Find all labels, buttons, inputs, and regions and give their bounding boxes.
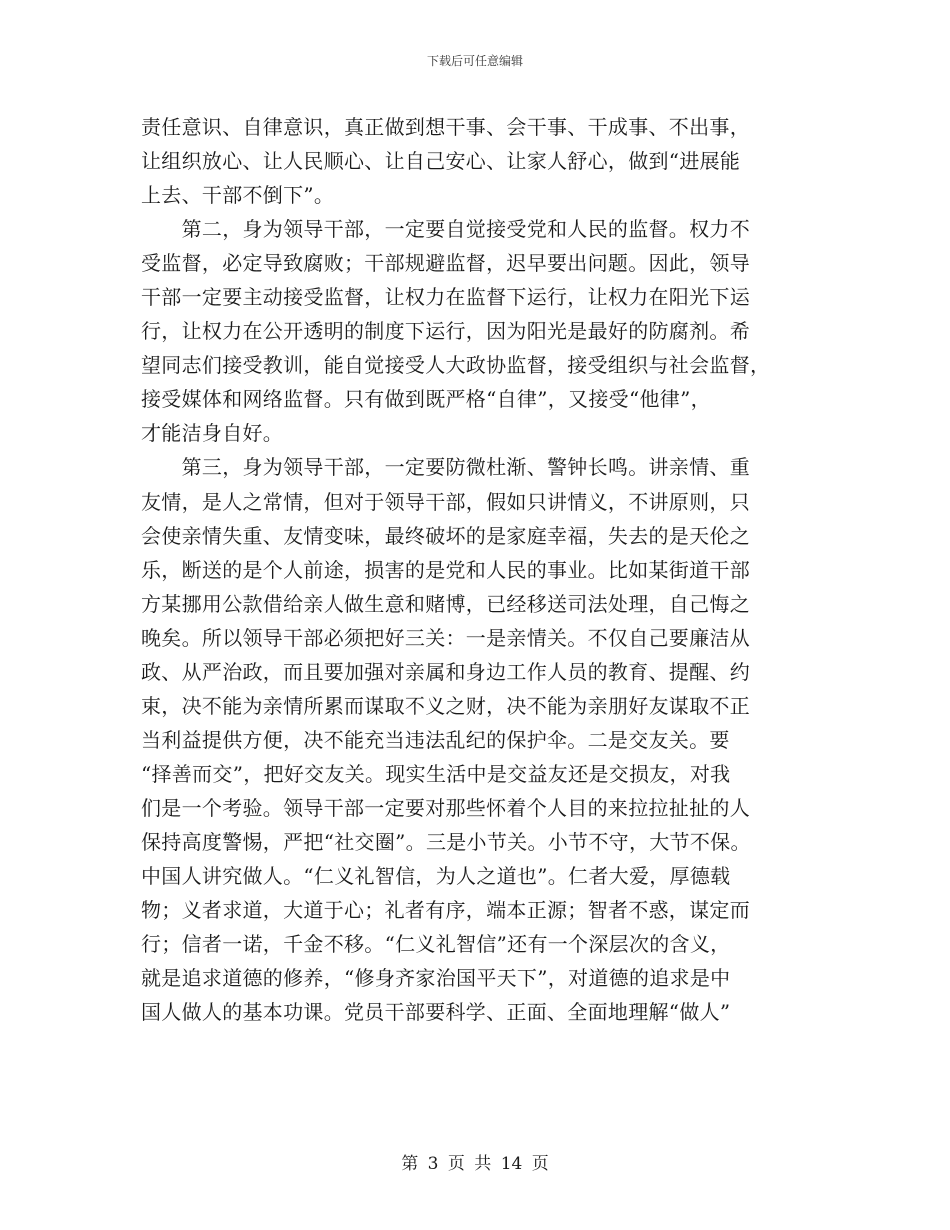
text-line: “择善而交”，把好交友关。现实生活中是交益友还是交损友，对我	[141, 761, 731, 786]
text-line: 让组织放心、让人民顺心、让自己安心、让家人舒心，做到“进展能	[141, 149, 741, 174]
text-line: 晚矣。所以领导干部必须把好三关：一是亲情关。不仅自己要廉洁从	[141, 625, 750, 650]
text-line: 才能洁身自好。	[141, 421, 284, 446]
text-line: 保持高度警惕，严把“社交圈”。三是小节关。小节不守，大节不保。	[141, 829, 751, 854]
text-line: 干部一定要主动接受监督，让权力在监督下运行，让权力在阳光下运	[141, 285, 750, 310]
text-line: 上去、干部不倒下”。	[141, 183, 335, 208]
text-line: 友情，是人之常情，但对于领导干部，假如只讲情义，不讲原则，只	[141, 489, 750, 514]
page-header-note: 下载后可任意编辑	[426, 54, 523, 68]
text-line: 行；信者一诺，千金不移。“仁义礼智信”还有一个深层次的含义，	[141, 932, 731, 957]
text-line: 责任意识、自律意识，真正做到想干事、会干事、干成事、不出事，	[141, 115, 750, 139]
page-number: 第 3 页 共 14 页	[401, 1154, 549, 1174]
text-line: 当利益提供方便，决不能充当违法乱纪的保护伞。二是交友关。要	[141, 727, 730, 752]
text-line: 国人做人的基本功课。党员干部要科学、正面、全面地理解“做人”	[141, 1000, 731, 1025]
text-line: 受监督，必定导致腐败；干部规避监督，迟早要出问题。因此，领导	[141, 251, 750, 276]
text-line: 们是一个考验。领导干部一定要对那些怀着个人目的来拉拉扯扯的人	[141, 795, 750, 820]
text-line: 接受媒体和网络监督。只有做到既严格“自律”，又接受“他律”，	[141, 387, 711, 412]
text-line: 束，决不能为亲情所累而谋取不义之财，决不能为亲朋好友谋取不正	[141, 693, 750, 718]
text-line: 物；义者求道，大道于心；礼者有序，端本正源；智者不惑，谋定而	[141, 898, 750, 923]
text-line: 乐，断送的是个人前途，损害的是党和人民的事业。比如某街道干部	[141, 557, 750, 582]
document-body	[141, 110, 816, 1029]
text-line: 第三，身为领导干部，一定要防微杜渐、警钟长鸣。讲亲情、重	[141, 455, 750, 480]
text-line: 望同志们接受教训，能自觉接受人大政协监督，接受组织与社会监督，	[141, 353, 771, 378]
text-line: 中国人讲究做人。“仁义礼智信，为人之道也”。仁者大爱，厚德载	[141, 864, 731, 889]
text-line: 会使亲情失重、友情变味，最终破坏的是家庭幸福，失去的是天伦之	[141, 523, 750, 548]
text-line: 第二，身为领导干部，一定要自觉接受党和人民的监督。权力不	[141, 217, 750, 242]
text-line: 方某挪用公款借给亲人做生意和赌博，已经移送司法处理，自己悔之	[141, 591, 750, 616]
text-line: 行，让权力在公开透明的制度下运行，因为阳光是最好的防腐剂。希	[141, 319, 750, 344]
text-line: 就是追求道德的修养，“修身齐家治国平天下”，对道德的追求是中	[141, 966, 731, 991]
text-line: 政、从严治政，而且要加强对亲属和身边工作人员的教育、提醒、约	[141, 659, 750, 684]
